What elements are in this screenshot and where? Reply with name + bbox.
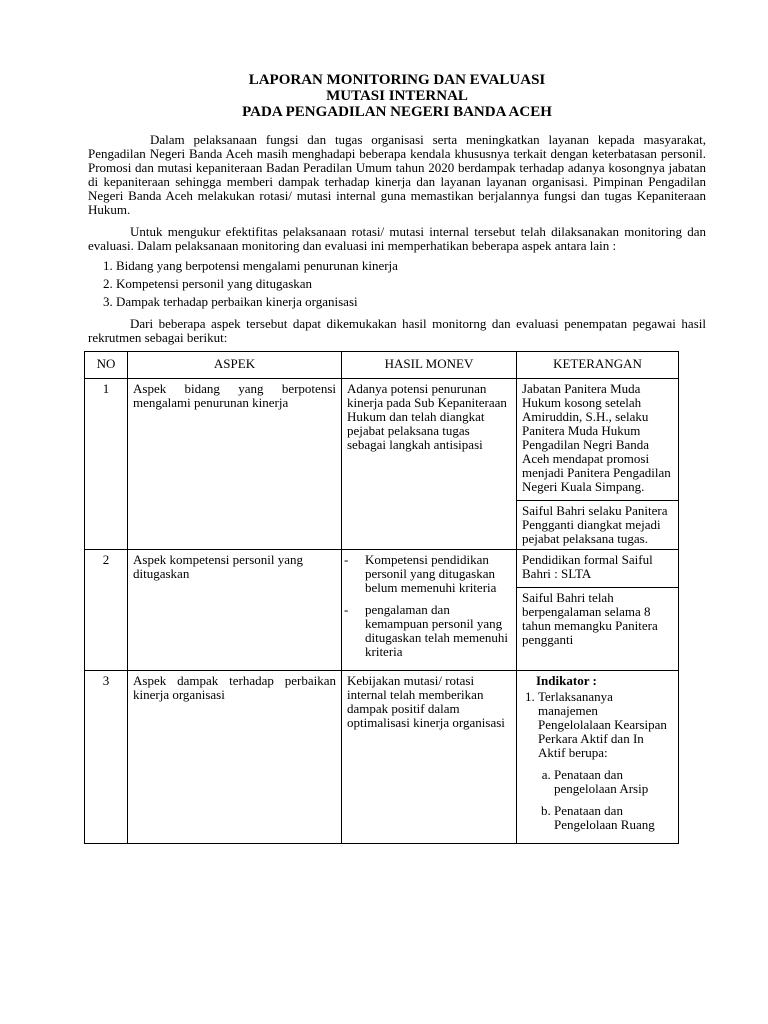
intro-paragraph: Dalam pelaksanaan fungsi dan tugas organisasi serta meningkatkan layanan kepada masyarakat, Pengadilan Negeri Banda Aceh masih menghadapi beberapa kendala khususnya terkait dengan keterbatasan personil. Promosi dan mutasi kepaniteraan Badan Peradilan Umum tahun 2020 berdampak terhadap adanya kosongnya jabatan di kepaniteraan sehingga memberi dampak terhadap kinerja dan layanan layanan organisasi. Pimpinan Pengadilan Negeri Banda Aceh melakukan rotasi/ mutasi internal guna memastikan berjalannya fungsi dan tugas Kepaniteraan Hukum. xyxy=(88,132,706,217)
indikator-list xyxy=(522,690,673,832)
list-item: a. Penataan dan pengelolaan Arsip xyxy=(554,768,673,796)
cell-hasil xyxy=(342,550,517,671)
cell-aspek: Aspek dampak terhadap perbaikan kinerja organisasi xyxy=(128,671,342,844)
hasil-list xyxy=(347,553,511,659)
results-paragraph: Dari beberapa aspek tersebut dapat dikemukakan hasil monitorng dan evaluasi penempatan pegawai hasil rekrutmen sebagai berikut: xyxy=(88,316,706,345)
aspect-item: 2. Kompetensi personil yang ditugaskan xyxy=(116,277,706,291)
aspect-item: 3. Dampak terhadap perbaikan kinerja organisasi xyxy=(116,295,706,309)
header-no: NO xyxy=(85,352,128,379)
indikator-label: Indikator : xyxy=(536,673,597,688)
cell-aspek: Aspek bidang yang berpotensi mengalami penurunan kinerja xyxy=(128,379,342,550)
keterangan-text: Pendidikan formal Saiful Bahri : SLTA xyxy=(522,552,653,581)
keterangan-text: Saiful Bahri telah berpengalaman selama 8 tahun memangku Panitera pengganti xyxy=(517,587,678,647)
cell-no: 3 xyxy=(85,671,128,844)
list-item: - pengalaman dan kemampuan personil yang ditugaskan telah memenuhi kriteria xyxy=(347,603,511,659)
header-hasil-monev: HASIL MONEV xyxy=(342,352,517,379)
monev-table xyxy=(84,351,679,844)
title-line-1: LAPORAN MONITORING DAN EVALUASI xyxy=(248,72,546,88)
keterangan-text: Jabatan Panitera Muda Hukum kosong setelah Amiruddin, S.H., selaku Panitera Muda Hukum Pengadilan Negri Banda Aceh mendapat promosi menjadi Panitera Pengadilan Negeri Kuala Simpang. xyxy=(522,381,671,494)
header-keterangan: KETERANGAN xyxy=(517,352,679,379)
cell-keterangan xyxy=(517,671,679,844)
table-row xyxy=(85,379,679,550)
table-header-row xyxy=(85,352,679,379)
monitoring-paragraph: Untuk mengukur efektifitas pelaksanaan rotasi/ mutasi internal tersebut telah dilaksanakan monitoring dan evaluasi. Dalam pelaksanaan monitoring dan evaluasi ini memperhatikan beberapa aspek antara lain : xyxy=(88,224,706,253)
keterangan-text: Saiful Bahri selaku Panitera Pengganti diangkat mejadi pejabat pelaksana tugas. xyxy=(517,500,678,546)
table-row xyxy=(85,550,679,671)
aspect-item: 1. Bidang yang berpotensi mengalami penurunan kinerja xyxy=(116,259,706,273)
table-row xyxy=(85,671,679,844)
list-item: b. Penataan dan Pengelolaan Ruang xyxy=(554,804,673,832)
indikator-sublist xyxy=(538,768,673,832)
list-item: - Kompetensi pendidikan personil yang ditugaskan belum memenuhi kriteria xyxy=(347,553,511,595)
title-line-2: MUTASI INTERNAL xyxy=(326,88,468,104)
list-item xyxy=(538,690,673,832)
document-title xyxy=(88,72,706,120)
cell-hasil: Kebijakan mutasi/ rotasi internal telah memberikan dampak positif dalam optimalisasi kinerja organisasi xyxy=(342,671,517,844)
cell-no: 1 xyxy=(85,379,128,550)
cell-keterangan xyxy=(517,379,679,550)
indikator-text: Terlaksananya manajemen Pengelolalaan Kearsipan Perkara Aktif dan In Aktif berupa: xyxy=(538,689,667,760)
title-line-3: PADA PENGADILAN NEGERI BANDA ACEH xyxy=(242,104,552,120)
cell-hasil: Adanya potensi penurunan kinerja pada Sub Kepaniteraan Hukum dan telah diangkat pejabat pelaksana tugas sebagai langkah antisipasi xyxy=(342,379,517,550)
cell-no: 2 xyxy=(85,550,128,671)
cell-aspek: Aspek kompetensi personil yang ditugaskan xyxy=(128,550,342,671)
cell-keterangan xyxy=(517,550,679,671)
aspect-list xyxy=(88,259,706,309)
header-aspek: ASPEK xyxy=(128,352,342,379)
